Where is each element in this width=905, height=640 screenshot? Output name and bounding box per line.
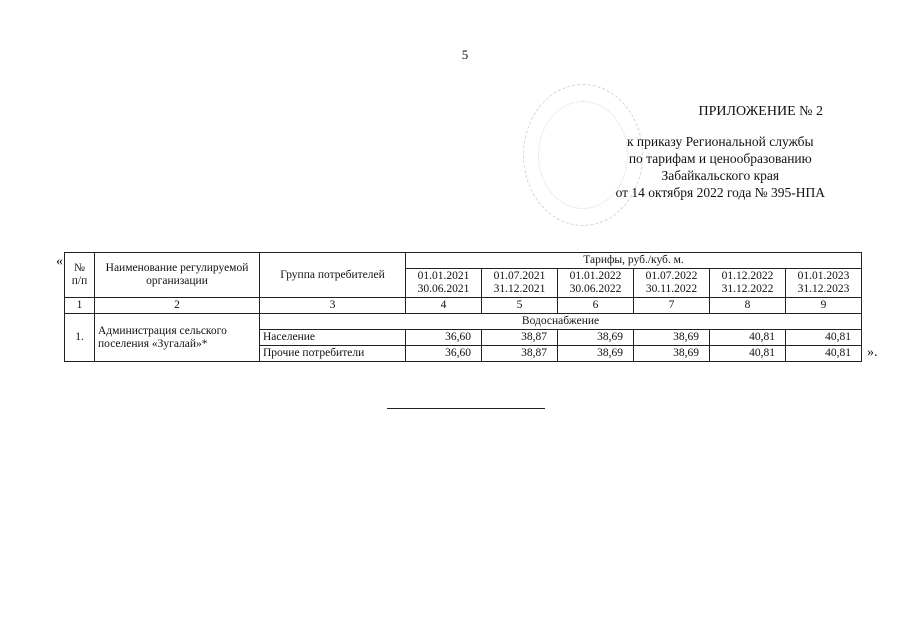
header-period: 01.07.2022 30.11.2022 [634,269,710,298]
tariff-value: 40,81 [710,330,786,346]
annex-line: к приказу Региональной службы [626,134,814,149]
consumer-group: Население [260,330,406,346]
tariff-value: 36,60 [406,330,482,346]
header-organization: Наименование регулируемой организации [95,253,260,298]
header-period: 01.07.2021 31.12.2021 [482,269,558,298]
tariff-value: 40,81 [786,346,862,362]
annex-line: по тарифам и ценообразованию [628,151,812,166]
annex-header [616,103,825,201]
annex-line: от 14 октября 2022 года № 395-НПА [615,185,825,200]
tariff-value: 38,69 [634,346,710,362]
organization-name: Администрация сельского поселения «Зугалай»* [95,314,260,362]
column-number: 2 [95,298,260,314]
header-consumer-group: Группа потребителей [260,253,406,298]
tariff-table [64,252,862,362]
tariff-value: 40,81 [710,346,786,362]
page-number: 5 [461,47,469,62]
tariff-value: 38,69 [558,330,634,346]
column-number: 6 [558,298,634,314]
header-period: 01.01.2021 30.06.2021 [406,269,482,298]
annex-title: ПРИЛОЖЕНИЕ № 2 [698,104,823,119]
header-period: 01.12.2022 31.12.2022 [710,269,786,298]
header-num: № п/п [65,253,95,298]
column-number: 1 [65,298,95,314]
tariff-value: 38,87 [482,346,558,362]
consumer-group: Прочие потребители [260,346,406,362]
closing-rule [387,408,545,409]
annex-line: Забайкальского края [661,168,780,183]
column-number-row [65,298,862,314]
tariff-value: 36,60 [406,346,482,362]
tariff-value: 38,69 [634,330,710,346]
column-number: 7 [634,298,710,314]
header-period: 01.01.2022 30.06.2022 [558,269,634,298]
closing-quote: ». [867,345,878,360]
tariff-value: 40,81 [786,330,862,346]
tariff-value: 38,69 [558,346,634,362]
section-title: Водоснабжение [260,314,862,330]
header-tariffs: Тарифы, руб./куб. м. [406,253,862,269]
header-period: 01.01.2023 31.12.2023 [786,269,862,298]
column-number: 5 [482,298,558,314]
column-number: 4 [406,298,482,314]
column-number: 8 [710,298,786,314]
column-number: 3 [260,298,406,314]
row-number: 1. [65,314,95,362]
opening-quote: « [56,254,63,269]
tariff-value: 38,87 [482,330,558,346]
column-number: 9 [786,298,862,314]
